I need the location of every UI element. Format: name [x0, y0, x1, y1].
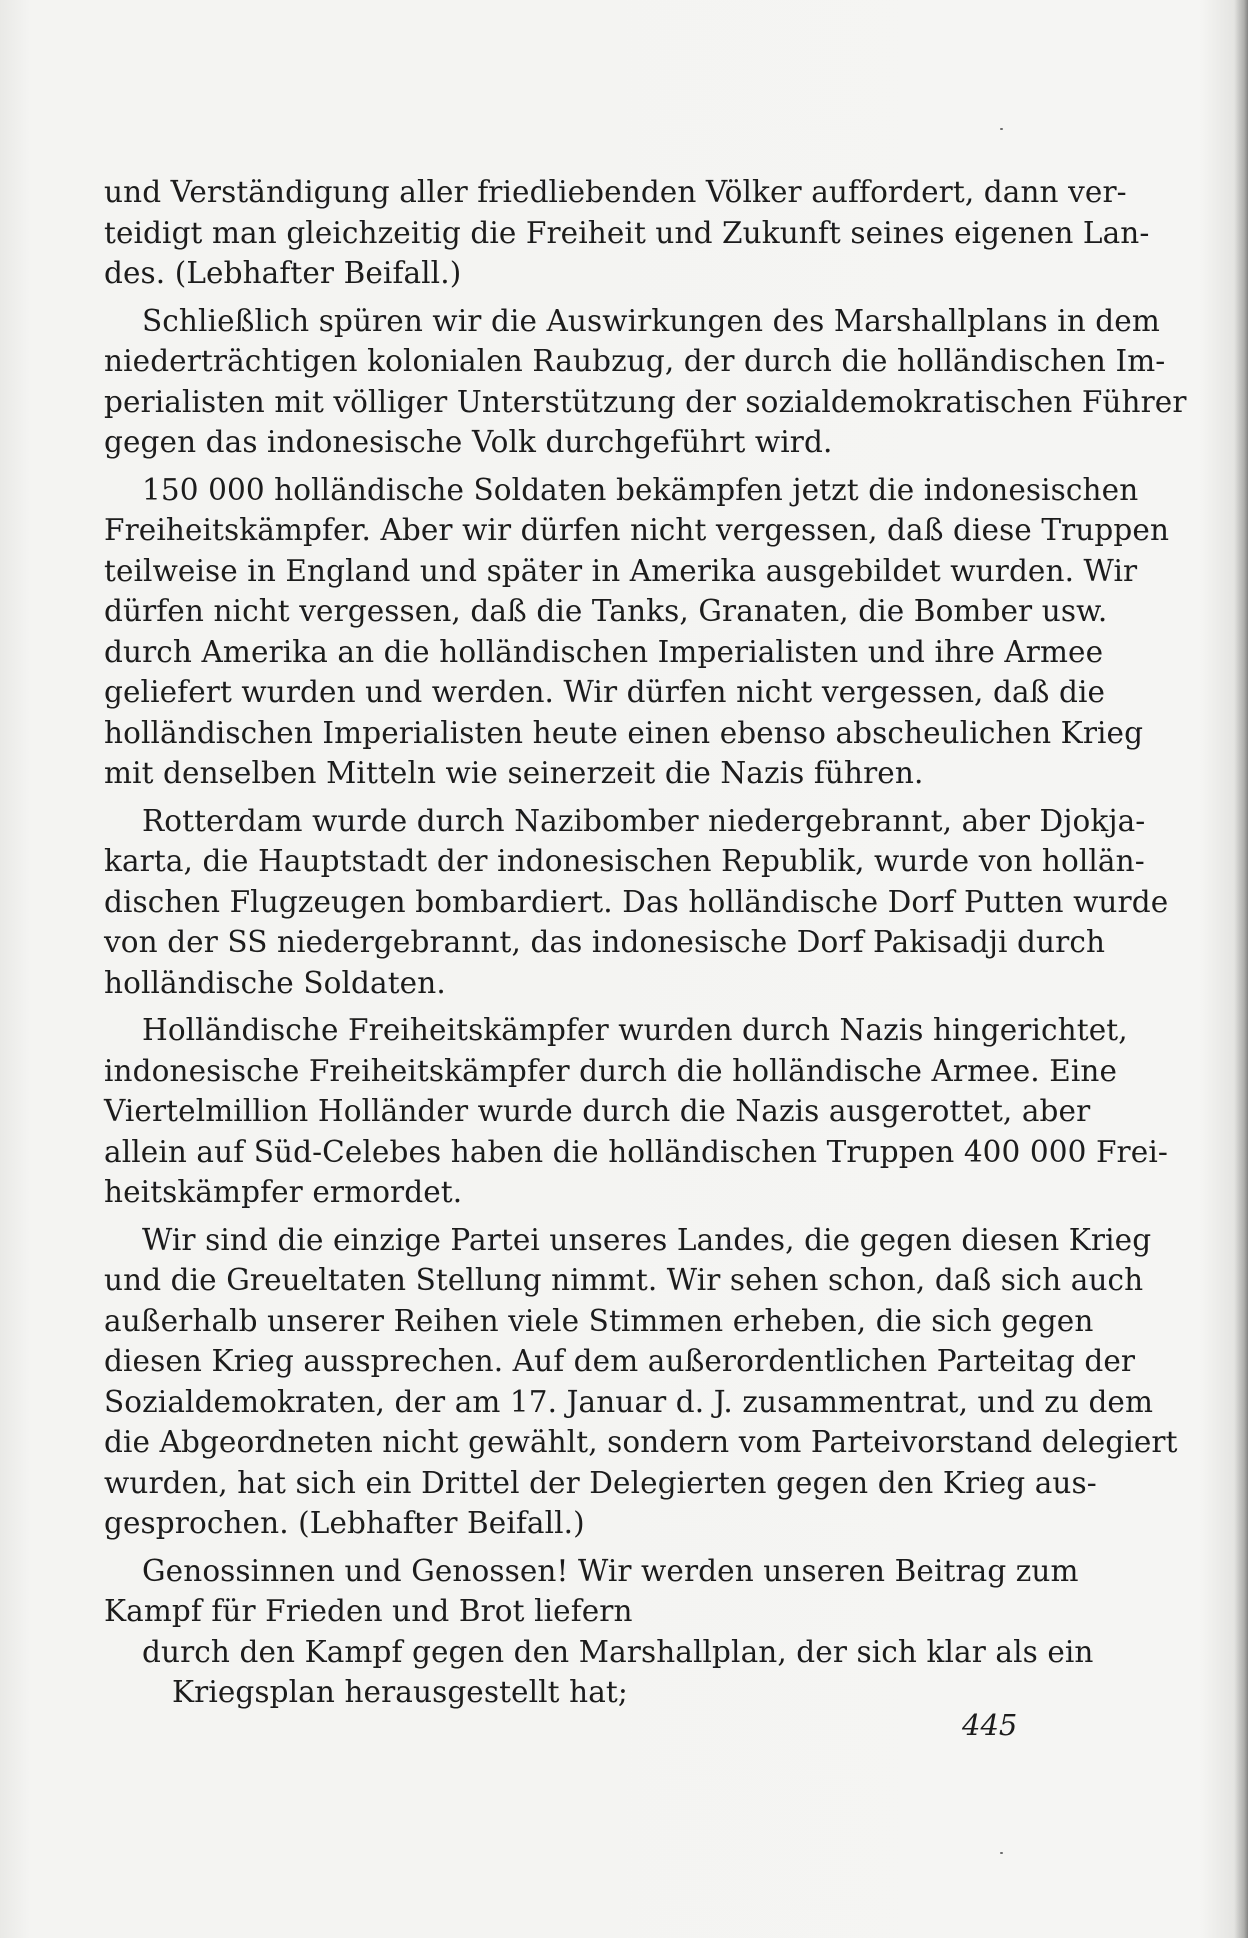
- text-line: 150 000 holländische Soldaten bekämpfen jetzt die indonesischen: [142, 472, 1139, 507]
- text-line: durch Amerika an die holländischen Imperialisten und ihre Armee: [104, 634, 1104, 669]
- text-line: Rotterdam wurde durch Nazibomber niedergebrannt, aber Djokja-: [142, 803, 1146, 838]
- text-line: Holländische Freiheitskämpfer wurden durch Nazis hingerichtet,: [142, 1013, 1128, 1047]
- text-line: holländischen Imperialisten heute einen ebenso abscheulichen Krieg: [104, 715, 1144, 750]
- text-line: Genossinnen und Genossen! Wir werden unseren Beitrag zum: [142, 1553, 1079, 1588]
- text-line: dischen Flugzeugen bombardiert. Das holländische Dorf Putten wurde: [104, 884, 1169, 919]
- list-item: [104, 1632, 1094, 1713]
- text-line: durch den Kampf gegen den Marshallplan, der sich klar als ein: [142, 1634, 1094, 1669]
- page-binding-edge: [1234, 0, 1248, 1938]
- text-line: niederträchtigen kolonialen Raubzug, der durch die holländischen Im-: [104, 344, 1166, 378]
- text-line: Kampf für Frieden und Brot liefern: [104, 1594, 633, 1628]
- text-line: außerhalb unserer Reihen viele Stimmen erheben, die sich gegen: [104, 1303, 1094, 1338]
- text-line: diesen Krieg aussprechen. Auf dem außerordentlichen Parteitag der: [104, 1344, 1136, 1378]
- text-line: Kriegsplan herausgestellt hat;: [172, 1675, 628, 1709]
- text-line: Schließlich spüren wir die Auswirkungen des Marshallplans in dem: [142, 303, 1160, 338]
- text-line: karta, die Hauptstadt der indonesischen Republik, wurde von hollän-: [104, 844, 1145, 878]
- text-line: Freiheitskämpfer. Aber wir dürfen nicht vergessen, daß diese Truppen: [104, 513, 1170, 547]
- text-line: Wir sind die einzige Partei unseres Landes, die gegen diesen Krieg: [142, 1222, 1152, 1257]
- page-number: 445: [962, 1708, 1018, 1742]
- text-line: mit denselben Mitteln wie seinerzeit die Nazis führen.: [104, 756, 924, 790]
- paragraph: [104, 172, 1150, 294]
- text-line: allein auf Süd-Celebes haben die holländischen Truppen 400 000 Frei-: [104, 1134, 1168, 1169]
- paragraph: [104, 301, 1187, 463]
- text-line: wurden, hat sich ein Drittel der Delegierten gegen den Krieg aus-: [104, 1465, 1097, 1500]
- text-line: geliefert wurden und werden. Wir dürfen nicht vergessen, daß die: [104, 675, 1106, 709]
- text-line: und Verständigung aller friedliebenden Völker auffordert, dann ver-: [104, 175, 1127, 209]
- text-line: die Abgeordneten nicht gewählt, sondern vom Parteivorstand delegiert: [104, 1425, 1178, 1459]
- paragraph: [104, 1220, 1178, 1544]
- text-line: Viertelmillion Holländer wurde durch die Nazis ausgerottet, aber: [104, 1094, 1091, 1128]
- text-line: und die Greueltaten Stellung nimmt. Wir sehen schon, daß sich auch: [104, 1263, 1144, 1297]
- paragraph: [104, 470, 1170, 794]
- text-line: perialisten mit völliger Unterstützung der sozialdemokratischen Führer: [104, 384, 1187, 419]
- paragraph: [104, 1551, 1079, 1632]
- dust-speck: [1000, 1852, 1003, 1854]
- text-line: indonesische Freiheitskämpfer durch die holländische Armee. Eine: [104, 1053, 1118, 1088]
- text-line: teidigt man gleichzeitig die Freiheit und Zukunft seines eigenen Lan-: [104, 215, 1150, 250]
- text-line: heitskämpfer ermordet.: [104, 1175, 463, 1209]
- text-line: holländische Soldaten.: [104, 965, 446, 1000]
- dust-speck: [1000, 128, 1003, 130]
- text-line: des. (Lebhafter Beifall.): [104, 256, 462, 290]
- text-line: von der SS niedergebrannt, das indonesische Dorf Pakisadji durch: [104, 925, 1106, 959]
- text-line: Sozialdemokraten, der am 17. Januar d. J. zusammentrat, und zu dem: [104, 1384, 1154, 1419]
- text-line: teilweise in England und später in Amerika ausgebildet wurden. Wir: [104, 553, 1138, 588]
- text-line: gegen das indonesische Volk durchgeführt wird.: [104, 425, 833, 459]
- text-line: dürfen nicht vergessen, daß die Tanks, Granaten, die Bomber usw.: [104, 594, 1108, 628]
- body-text: [104, 172, 1187, 1713]
- paragraph: [104, 1010, 1168, 1213]
- text-line: gesprochen. (Lebhafter Beifall.): [104, 1506, 585, 1540]
- paragraph: [104, 801, 1169, 1004]
